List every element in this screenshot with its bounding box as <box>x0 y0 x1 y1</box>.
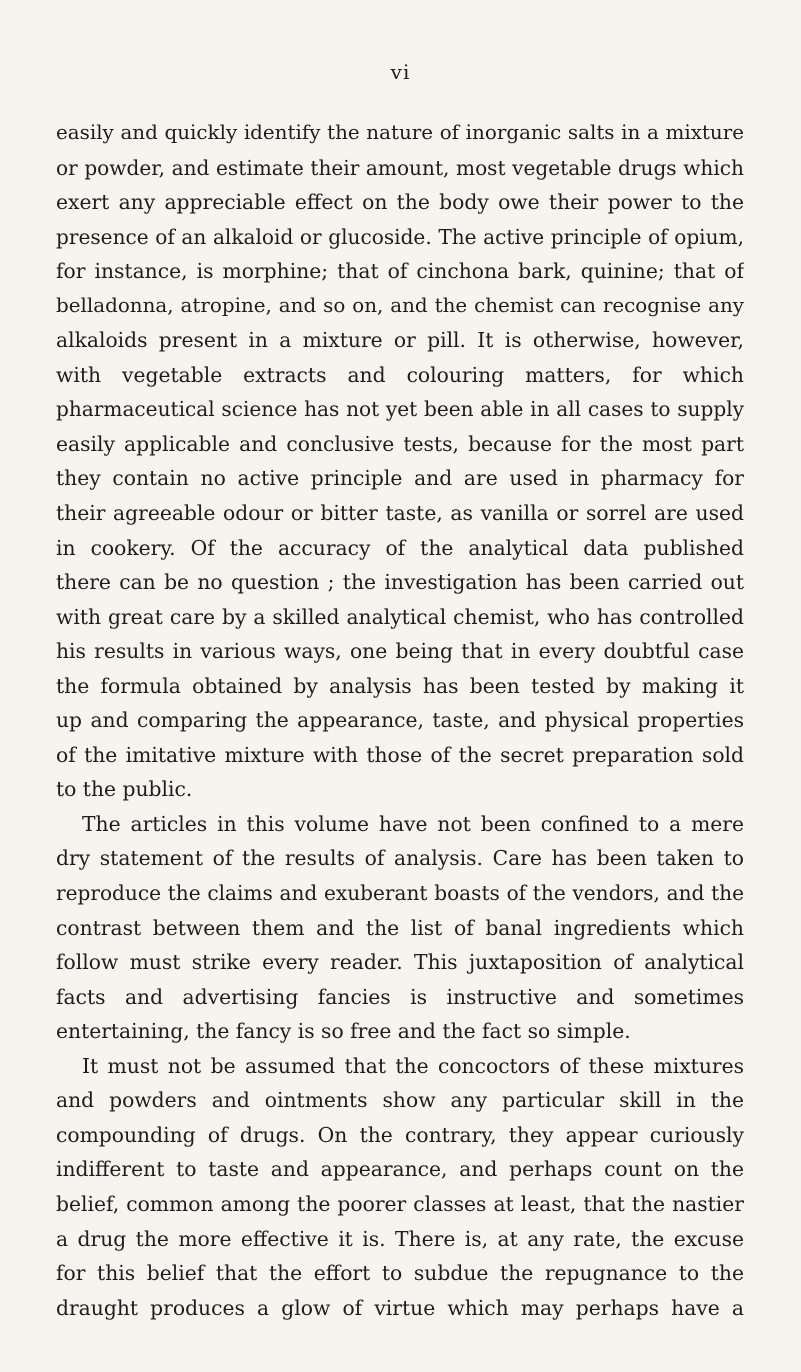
text-line: they contain no active principle and are used in pharmacy for <box>56 466 744 491</box>
text-line: contrast between them and the list of banal ingredients which <box>56 915 744 940</box>
text-line: a drug the more effective it is. There is, at any rate, the excuse <box>56 1226 744 1251</box>
text-line: for this belief that the effort to subdue the repugnance to the <box>56 1261 744 1286</box>
text-line: alkaloids present in a mixture or pill. It is otherwise, however, <box>56 328 744 353</box>
text-line: his results in various ways, one being that in every doubtful case <box>56 639 744 664</box>
text-line: It must not be assumed that the concoctors of these mixtures <box>82 1053 744 1078</box>
text-line: pharmaceutical science has not yet been able in all cases to supply <box>56 397 744 422</box>
text-line: with vegetable extracts and colouring matters, for which <box>56 362 744 387</box>
text-line: for instance, is morphine; that of cinchona bark, quinine; that of <box>56 259 744 284</box>
text-line: facts and advertising fancies is instructive and sometimes <box>56 984 744 1009</box>
text-line: of the imitative mixture with those of the secret preparation sold <box>56 742 744 767</box>
text-line: draught produces a glow of virtue which may perhaps have a <box>56 1295 744 1320</box>
text-line: belladonna, atropine, and so on, and the chemist can recognise any <box>56 293 744 317</box>
text-line: easily applicable and conclusive tests, because for the most part <box>56 431 744 456</box>
text-line: belief, common among the poorer classes at least, that the nastier <box>56 1191 744 1216</box>
text-line: The articles in this volume have not been confined to a mere <box>82 811 744 836</box>
text-line: entertaining, the fancy is so free and the fact so simple. <box>56 1019 631 1044</box>
text-line: indifferent to taste and appearance, and perhaps count on the <box>56 1157 744 1182</box>
text-line: with great care by a skilled analytical chemist, who has controlled <box>56 604 744 629</box>
text-line: the formula obtained by analysis has been tested by making it <box>56 673 744 698</box>
text-line: or powder, and estimate their amount, most vegetable drugs which <box>56 155 744 180</box>
text-line: easily and quickly identify the nature of inorganic salts in a mixture <box>56 121 744 144</box>
body-text <box>56 116 744 1325</box>
text-line: to the public. <box>56 777 193 802</box>
text-line: presence of an alkaloid or glucoside. The active principle of opium, <box>56 224 744 249</box>
text-line: up and comparing the appearance, taste, and physical properties <box>56 708 744 733</box>
text-line: in cookery. Of the accuracy of the analytical data published <box>56 535 744 560</box>
text-line: their agreeable odour or bitter taste, as vanilla or sorrel are used <box>56 501 744 526</box>
page-number: vi <box>390 60 411 84</box>
text-line: compounding of drugs. On the contrary, they appear curiously <box>56 1122 744 1147</box>
text-line: dry statement of the results of analysis. Care has been taken to <box>56 846 744 871</box>
text-line: follow must strike every reader. This juxtaposition of analytical <box>56 950 744 975</box>
text-line: reproduce the claims and exuberant boasts of the vendors, and the <box>56 881 744 906</box>
text-line: exert any appreciable effect on the body owe their power to the <box>56 190 744 215</box>
text-line: there can be no question ; the investigation has been carried out <box>56 570 744 595</box>
text-line: and powders and ointments show any particular skill in the <box>56 1088 744 1113</box>
